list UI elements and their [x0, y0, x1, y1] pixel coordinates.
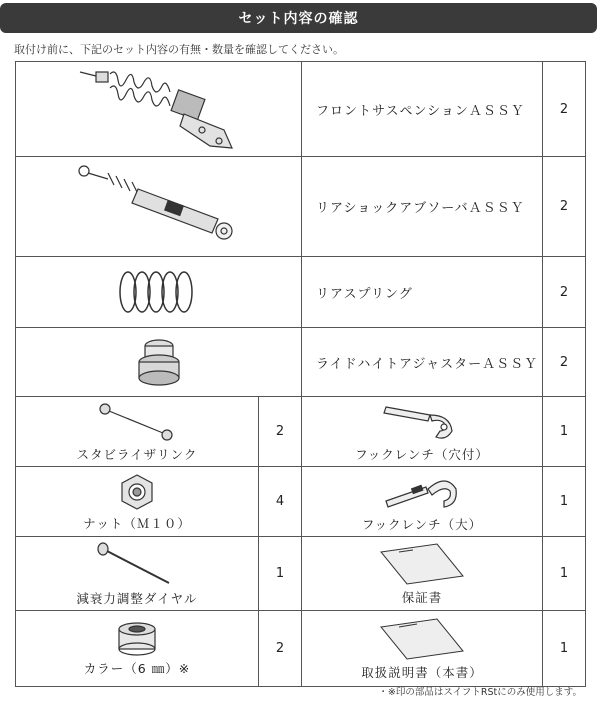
part-cell [302, 467, 543, 537]
part-qty: 2 [543, 157, 586, 257]
part-name: ライドハイトアジャスターＡＳＳＹ [302, 328, 543, 397]
part-cell [302, 397, 543, 467]
table-row [16, 611, 586, 687]
table-row [16, 157, 586, 257]
stabilizer-link-image [97, 401, 177, 443]
part-image-cell [16, 328, 302, 397]
table-row [16, 467, 586, 537]
footnote: ・※印の部品はスイフトRStにのみ使用します。 [378, 687, 582, 698]
part-qty: 1 [543, 467, 586, 537]
part-cell [16, 537, 259, 611]
hook-wrench-hole-image [382, 401, 462, 443]
part-qty: 2 [543, 328, 586, 397]
part-image-cell [16, 257, 302, 328]
rear-shock-image [74, 159, 244, 254]
part-image-cell [16, 62, 302, 157]
table-row [16, 62, 586, 157]
table-row [16, 257, 586, 328]
part-name: フロントサスペンションＡＳＳＹ [302, 62, 543, 157]
front-suspension-image [74, 64, 244, 154]
collar-image [115, 621, 159, 657]
table-row [16, 328, 586, 397]
part-name: フックレンチ（大） [361, 516, 483, 532]
part-name: 減衰力調整ダイヤル [76, 590, 198, 606]
part-qty: 4 [259, 467, 302, 537]
part-name: リアショックアブソーバＡＳＳＹ [302, 157, 543, 257]
warranty-card-image [377, 542, 467, 586]
nut-image [117, 472, 157, 512]
part-name: スタビライザリンク [76, 446, 198, 462]
ride-height-adjuster-image [134, 336, 184, 388]
part-cell [16, 397, 259, 467]
part-cell [16, 611, 259, 687]
manual-image [377, 617, 467, 661]
part-name: ナット（Ｍ１０） [83, 515, 191, 531]
part-qty: 2 [259, 397, 302, 467]
section-title [0, 3, 597, 33]
parts-table [15, 61, 586, 687]
part-qty: 1 [543, 537, 586, 611]
part-name: カラー（6 ㎜）※ [83, 660, 191, 676]
part-image-cell [16, 157, 302, 257]
part-name: フックレンチ（穴付） [355, 446, 489, 462]
hook-wrench-large-image [382, 471, 462, 513]
part-qty: 1 [259, 537, 302, 611]
damping-dial-image [87, 541, 187, 587]
table-row [16, 397, 586, 467]
part-qty: 2 [543, 257, 586, 328]
part-name: 取扱説明書（本書） [361, 664, 483, 680]
part-cell [16, 467, 259, 537]
part-name: 保証書 [401, 589, 443, 605]
part-qty: 1 [543, 611, 586, 687]
part-name: リアスプリング [302, 257, 543, 328]
rear-spring-image [114, 267, 204, 317]
intro-text: 取付け前に、下記のセット内容の有無・数量を確認してください。 [14, 43, 344, 56]
part-qty: 2 [543, 62, 586, 157]
part-qty: 2 [259, 611, 302, 687]
part-cell [302, 611, 543, 687]
part-cell [302, 537, 543, 611]
part-qty: 1 [543, 397, 586, 467]
table-row [16, 537, 586, 611]
title-text: セット内容の確認 [238, 11, 359, 27]
